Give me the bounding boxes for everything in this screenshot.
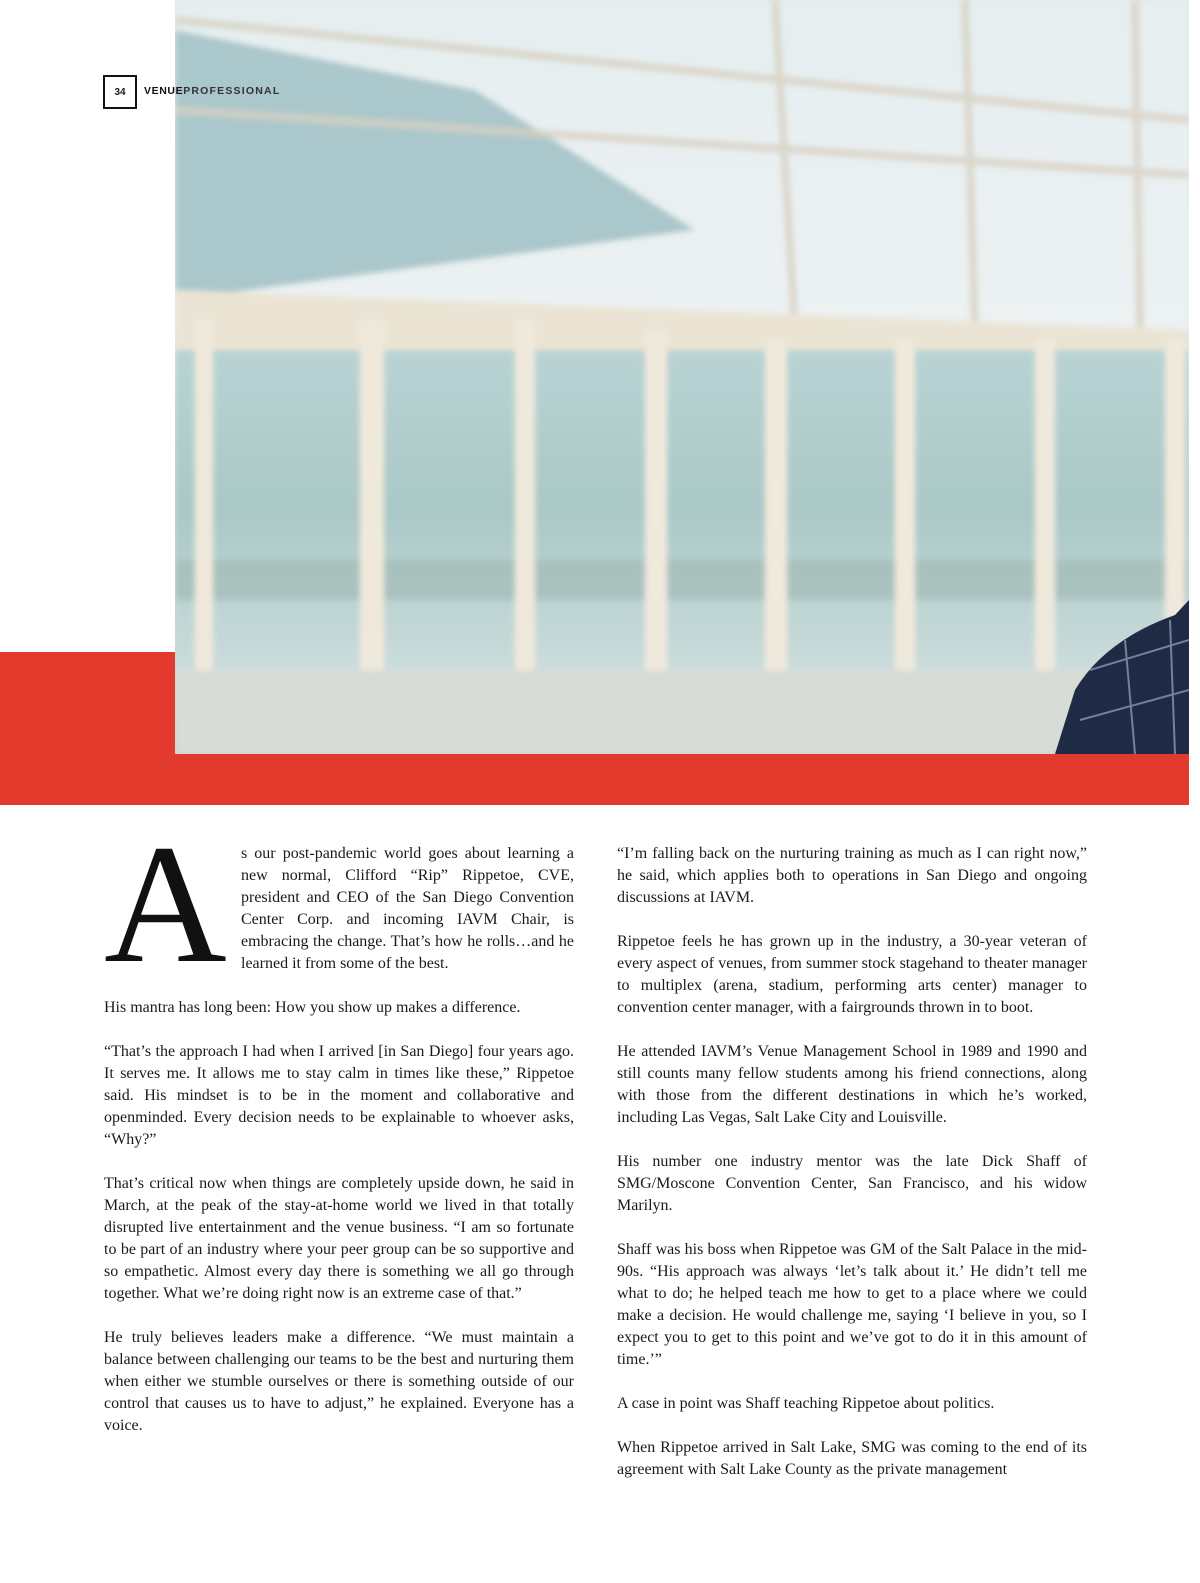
paragraph: A case in point was Shaff teaching Rippetoe about politics.: [617, 1395, 995, 1412]
lead-paragraph: s our post-pandemic world goes about learning a new normal, Clifford “Rip” Rippetoe, CVE, president and CEO of the San Diego Convention Center Corp. and incoming IAVM Chair, is embracing the change. That’s how he rolls…and he learned it from some of the best.: [241, 845, 574, 972]
magazine-brand: [144, 85, 280, 97]
paragraph: Rippetoe feels he has grown up in the industry, a 30-year veteran of every aspect of venues, from summer stock stagehand to theater manager to multiplex (arena, stadium, performing arts center) manager to convention center manager, with a fairgrounds thrown in to boot.: [617, 933, 1087, 1016]
paragraph: His number one industry mentor was the late Dick Shaff of SMG/Moscone Convention Center, San Francisco, and his widow Marilyn.: [617, 1153, 1087, 1214]
paragraph: He attended IAVM’s Venue Management School in 1989 and 1990 and still counts many fellow students among his friend connections, along with those from the different destinations in which he’s worked, including Las Vegas, Salt Lake City and Louisville.: [617, 1043, 1087, 1126]
brand-venue: VENUE: [144, 85, 184, 97]
page-number: 34: [103, 75, 137, 109]
brand-professional: PROFESSIONAL: [183, 85, 281, 97]
drop-cap: A: [104, 810, 227, 998]
article-column-right: [617, 843, 1087, 1503]
article-opening: [104, 810, 574, 998]
convention-center-photo: [175, 0, 1189, 754]
paragraph: “That’s the approach I had when I arrived [in San Diego] four years ago. It serves me. It allows me to stay calm in times like these,” Rippetoe said. His mindset is to be in the moment and collaborative and openminded. Every decision needs to be explainable to whoever asks, “Why?”: [104, 1043, 574, 1148]
article-column-left: [104, 810, 574, 1459]
paragraph: Shaff was his boss when Rippetoe was GM of the Salt Palace in the mid-90s. “His approach was always ‘let’s talk about it.’ He didn’t tell me what to do; he helped teach me how to get to a place where we could make a decision. He would challenge me, saying ‘I believe in you, so I expect you to get to this point and we’ve got to do it in this amount of time.’”: [617, 1241, 1087, 1368]
paragraph: That’s critical now when things are completely upside down, he said in March, at the peak of the stay-at-home world we lived in that totally disrupted live entertainment and the venue business. “I am so fortunate to be part of an industry where your peer group can be so supportive and so empathetic. Almost every day there is something we all go through together. What we’re doing right now is an extreme case of that.”: [104, 1175, 574, 1302]
paragraph: “I’m falling back on the nurturing training as much as I can right now,” he said, which applies both to operations in San Diego and ongoing discussions at IAVM.: [617, 845, 1087, 906]
paragraph: He truly believes leaders make a difference. “We must maintain a balance between challenging our teams to be the best and nurturing them when either we stumble ourselves or there is something outside of our control that causes us to have to adjust,” he explained. Everyone has a voice.: [104, 1329, 574, 1434]
paragraph: When Rippetoe arrived in Salt Lake, SMG was coming to the end of its agreement with Salt Lake County as the private management: [617, 1439, 1087, 1478]
paragraph: His mantra has long been: How you show up makes a difference.: [104, 999, 521, 1016]
